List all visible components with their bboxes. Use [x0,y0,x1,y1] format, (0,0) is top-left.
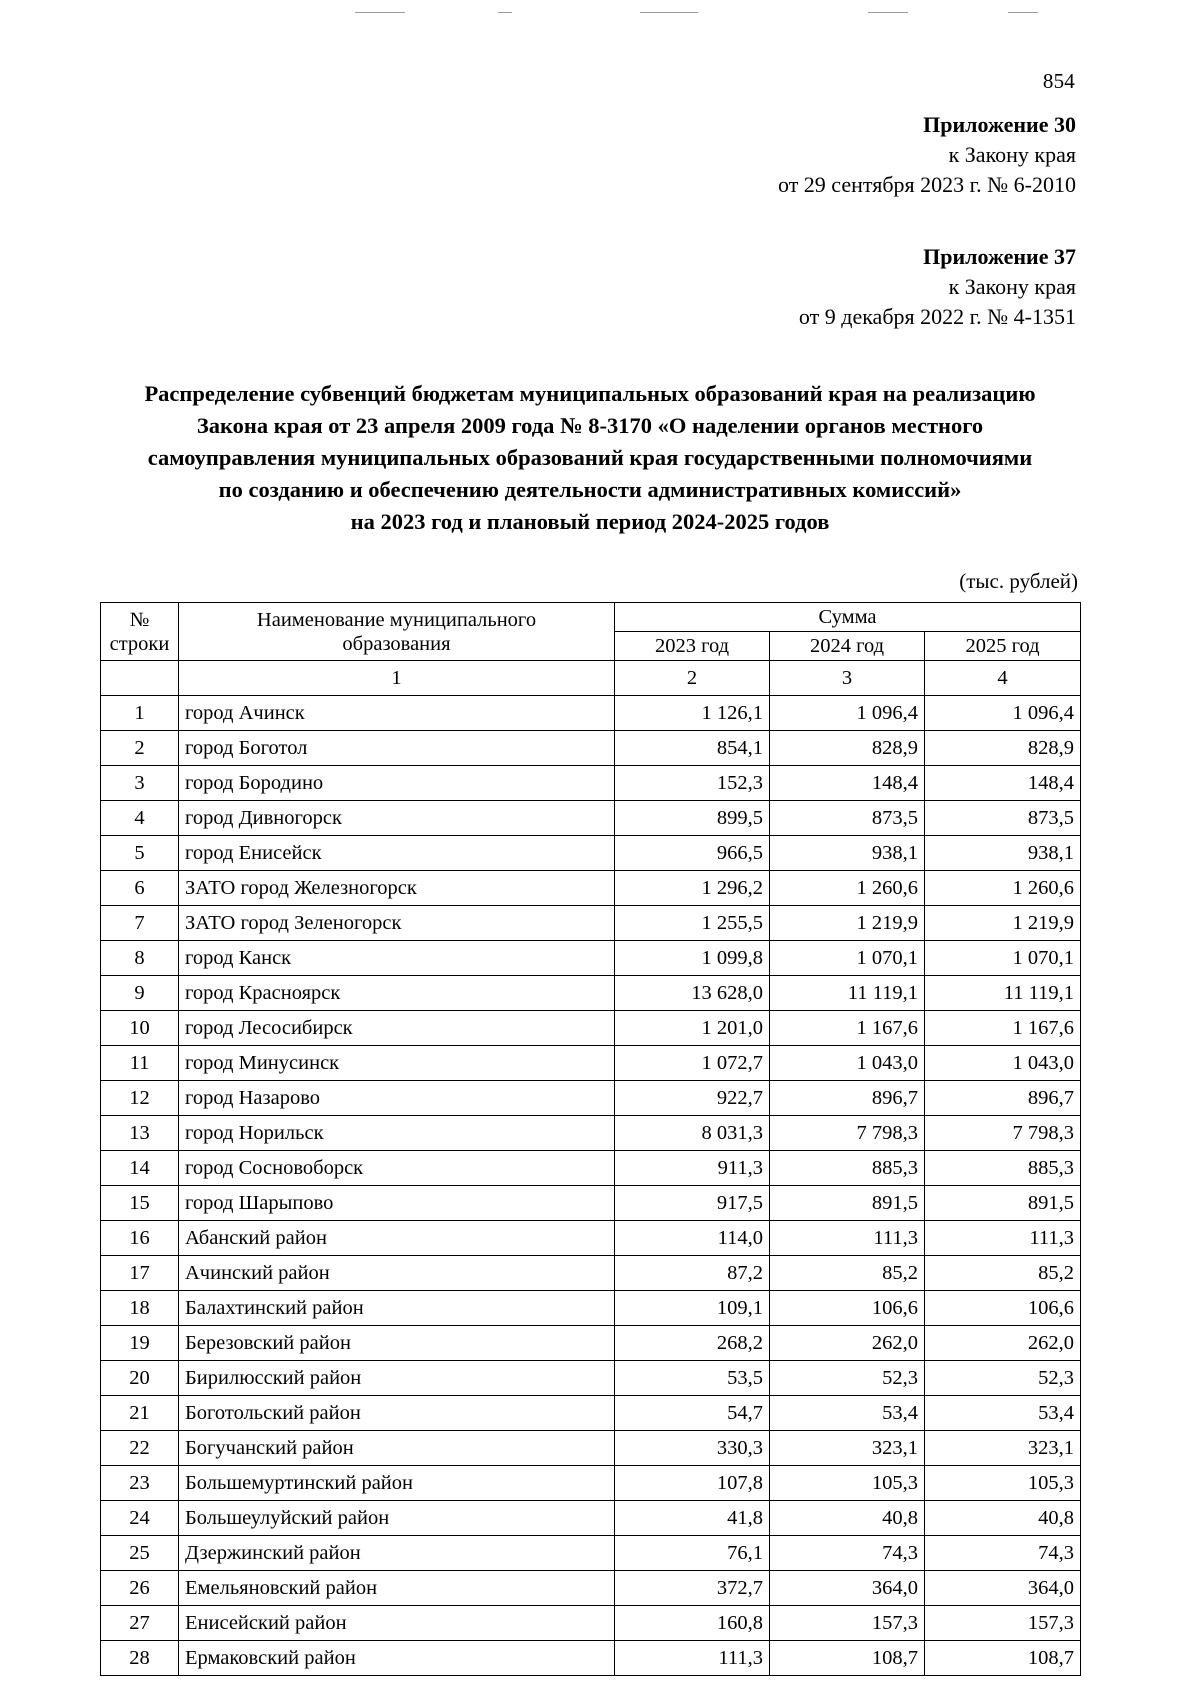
municipality-name: город Енисейск [179,836,615,871]
municipality-name: город Канск [179,941,615,976]
document-title-line-1: Распределение субвенций бюджетам муниципальных образований края на реализацию [144,381,1036,406]
municipality-name: ЗАТО город Зеленогорск [179,906,615,941]
value-2025: 938,1 [925,836,1081,871]
municipality-name: город Лесосибирск [179,1011,615,1046]
value-2023: 109,1 [615,1291,770,1326]
value-2025: 157,3 [925,1606,1081,1641]
appendix-reference-secondary [100,242,1080,332]
value-2023: 53,5 [615,1361,770,1396]
header-row-number-top: № [129,608,150,631]
value-2023: 76,1 [615,1536,770,1571]
table-row [101,871,1081,906]
value-2024: 105,3 [770,1466,925,1501]
value-2024: 828,9 [770,731,925,766]
value-2025: 1 070,1 [925,941,1081,976]
table-row [101,696,1081,731]
value-2023: 114,0 [615,1221,770,1256]
table-row [101,906,1081,941]
table-row [101,1046,1081,1081]
row-number: 6 [101,871,179,906]
table-row [101,1186,1081,1221]
row-number: 20 [101,1361,179,1396]
value-2023: 911,3 [615,1151,770,1186]
row-number: 26 [101,1571,179,1606]
value-2024: 323,1 [770,1431,925,1466]
header-municipality-name-top: Наименование муниципального [256,608,537,631]
value-2023: 899,5 [615,801,770,836]
value-2025: 85,2 [925,1256,1081,1291]
value-2025: 323,1 [925,1431,1081,1466]
municipality-name: Большеулуйский район [179,1501,615,1536]
municipality-name: Енисейский район [179,1606,615,1641]
value-2024: 111,3 [770,1221,925,1256]
value-2023: 87,2 [615,1256,770,1291]
row-number: 10 [101,1011,179,1046]
document-title-line-3: самоуправления муниципальных образований края государственными полномочиями [147,445,1033,470]
document-title [100,378,1080,538]
value-2023: 330,3 [615,1431,770,1466]
value-2025: 108,7 [925,1641,1081,1676]
table-header-row-column-numbers [101,661,1081,696]
municipality-name: Абанский район [179,1221,615,1256]
value-2023: 41,8 [615,1501,770,1536]
row-number: 23 [101,1466,179,1501]
header-year-2023: 2023 год [615,632,770,661]
row-number: 21 [101,1396,179,1431]
value-2025: 828,9 [925,731,1081,766]
value-2024: 157,3 [770,1606,925,1641]
row-number: 15 [101,1186,179,1221]
value-2024: 148,4 [770,766,925,801]
value-2024: 873,5 [770,801,925,836]
row-number: 25 [101,1536,179,1571]
municipality-name: Балахтинский район [179,1291,615,1326]
header-row-number-bottom: строки [109,632,170,655]
municipality-name: город Шарыпово [179,1186,615,1221]
row-number: 24 [101,1501,179,1536]
value-2025: 52,3 [925,1361,1081,1396]
table-body [101,696,1081,1676]
municipality-name: Боготольский район [179,1396,615,1431]
table-row [101,1291,1081,1326]
table-row [101,1431,1081,1466]
page-content [100,0,1080,1676]
table-row [101,1326,1081,1361]
table-row [101,1256,1081,1291]
value-2024: 938,1 [770,836,925,871]
row-number: 3 [101,766,179,801]
table-row [101,1466,1081,1501]
value-2025: 111,3 [925,1221,1081,1256]
value-2025: 1 043,0 [925,1046,1081,1081]
value-2023: 854,1 [615,731,770,766]
units-note: (тыс. рублей) [959,569,1078,593]
document-title-line-2: Закона края от 23 апреля 2009 года № 8-3170 «О наделении органов местного [196,413,984,438]
header-year-2025: 2025 год [925,632,1081,661]
value-2024: 1 043,0 [770,1046,925,1081]
value-2023: 966,5 [615,836,770,871]
appendix-30-law-date: от 29 сентября 2023 г. № 6-2010 [777,172,1076,197]
table-row [101,1641,1081,1676]
municipality-name: город Боготол [179,731,615,766]
header-year-2024: 2024 год [770,632,925,661]
value-2023: 107,8 [615,1466,770,1501]
row-number: 13 [101,1116,179,1151]
value-2024: 1 096,4 [770,696,925,731]
value-2024: 85,2 [770,1256,925,1291]
value-2023: 917,5 [615,1186,770,1221]
column-number-4: 4 [925,661,1081,696]
municipality-name: город Минусинск [179,1046,615,1081]
value-2025: 11 119,1 [925,976,1081,1011]
value-2024: 885,3 [770,1151,925,1186]
value-2024: 1 167,6 [770,1011,925,1046]
table-row [101,1571,1081,1606]
table-row [101,801,1081,836]
header-sum-group: Сумма [615,603,1081,632]
value-2025: 891,5 [925,1186,1081,1221]
row-number: 17 [101,1256,179,1291]
value-2024: 262,0 [770,1326,925,1361]
value-2024: 891,5 [770,1186,925,1221]
value-2024: 106,6 [770,1291,925,1326]
table-row [101,1151,1081,1186]
appendix-37-law-line: к Закону края [948,274,1076,299]
value-2023: 372,7 [615,1571,770,1606]
table-row [101,1536,1081,1571]
table-row [101,1501,1081,1536]
value-2024: 11 119,1 [770,976,925,1011]
table-row [101,731,1081,766]
value-2025: 148,4 [925,766,1081,801]
row-number: 12 [101,1081,179,1116]
value-2025: 1 096,4 [925,696,1081,731]
value-2025: 1 219,9 [925,906,1081,941]
value-2025: 106,6 [925,1291,1081,1326]
table-row [101,976,1081,1011]
value-2025: 105,3 [925,1466,1081,1501]
value-2024: 896,7 [770,1081,925,1116]
header-municipality-name [179,603,615,661]
municipality-name: Ермаковский район [179,1641,615,1676]
value-2025: 262,0 [925,1326,1081,1361]
table-row [101,1361,1081,1396]
value-2023: 268,2 [615,1326,770,1361]
municipality-name: город Ачинск [179,696,615,731]
row-number: 14 [101,1151,179,1186]
value-2023: 1 072,7 [615,1046,770,1081]
municipality-name: Емельяновский район [179,1571,615,1606]
municipality-name: Ачинский район [179,1256,615,1291]
value-2025: 1 260,6 [925,871,1081,906]
municipality-name: Березовский район [179,1326,615,1361]
appendix-30-law-line: к Закону края [948,142,1076,167]
value-2024: 1 260,6 [770,871,925,906]
value-2023: 1 126,1 [615,696,770,731]
value-2023: 1 201,0 [615,1011,770,1046]
value-2025: 74,3 [925,1536,1081,1571]
value-2023: 1 296,2 [615,871,770,906]
appendix-37-law-date: от 9 декабря 2022 г. № 4-1351 [798,304,1076,329]
table-row [101,1081,1081,1116]
column-number-blank [101,661,179,696]
value-2025: 885,3 [925,1151,1081,1186]
table-row [101,1606,1081,1641]
value-2024: 74,3 [770,1536,925,1571]
municipality-name: город Дивногорск [179,801,615,836]
document-title-line-5: на 2023 год и плановый период 2024-2025 годов [350,509,830,534]
municipality-name: Бирилюсский район [179,1361,615,1396]
row-number: 11 [101,1046,179,1081]
value-2024: 52,3 [770,1361,925,1396]
table-row [101,766,1081,801]
value-2024: 7 798,3 [770,1116,925,1151]
row-number: 18 [101,1291,179,1326]
value-2024: 364,0 [770,1571,925,1606]
row-number: 27 [101,1606,179,1641]
table-row [101,1011,1081,1046]
row-number: 16 [101,1221,179,1256]
value-2024: 40,8 [770,1501,925,1536]
municipality-name: город Назарово [179,1081,615,1116]
value-2023: 160,8 [615,1606,770,1641]
municipality-name: город Бородино [179,766,615,801]
row-number: 9 [101,976,179,1011]
header-row-number [101,603,179,661]
municipality-name: Богучанский район [179,1431,615,1466]
row-number: 28 [101,1641,179,1676]
municipality-name: город Норильск [179,1116,615,1151]
document-title-line-4: по созданию и обеспечению деятельности административных комиссий» [218,477,962,502]
value-2025: 896,7 [925,1081,1081,1116]
row-number: 19 [101,1326,179,1361]
municipality-name: город Красноярск [179,976,615,1011]
row-number: 7 [101,906,179,941]
municipality-name: город Сосновоборск [179,1151,615,1186]
value-2023: 54,7 [615,1396,770,1431]
header-municipality-name-bottom: образования [342,632,451,655]
value-2025: 364,0 [925,1571,1081,1606]
column-number-1: 1 [179,661,615,696]
value-2023: 922,7 [615,1081,770,1116]
value-2024: 1 219,9 [770,906,925,941]
municipality-name: Дзержинский район [179,1536,615,1571]
value-2024: 53,4 [770,1396,925,1431]
table-head [101,603,1081,696]
subvention-distribution-table [100,602,1081,1676]
value-2023: 111,3 [615,1641,770,1676]
value-2023: 1 099,8 [615,941,770,976]
municipality-name: ЗАТО город Железногорск [179,871,615,906]
value-2023: 1 255,5 [615,906,770,941]
appendix-30-title: Приложение 30 [923,112,1076,137]
value-2025: 40,8 [925,1501,1081,1536]
value-2023: 13 628,0 [615,976,770,1011]
appendix-reference-primary [100,110,1080,200]
table-row [101,1396,1081,1431]
page-number: 854 [1042,69,1075,93]
column-number-3: 3 [770,661,925,696]
row-number: 1 [101,696,179,731]
value-2024: 108,7 [770,1641,925,1676]
row-number: 5 [101,836,179,871]
row-number: 4 [101,801,179,836]
column-number-2: 2 [615,661,770,696]
value-2025: 873,5 [925,801,1081,836]
row-number: 2 [101,731,179,766]
appendix-37-title: Приложение 37 [923,244,1076,269]
row-number: 8 [101,941,179,976]
table-header-row-main [101,603,1081,632]
value-2023: 152,3 [615,766,770,801]
table-row [101,1221,1081,1256]
municipality-name: Большемуртинский район [179,1466,615,1501]
row-number: 22 [101,1431,179,1466]
table-row [101,1116,1081,1151]
value-2025: 53,4 [925,1396,1081,1431]
table-row [101,836,1081,871]
value-2024: 1 070,1 [770,941,925,976]
value-2025: 7 798,3 [925,1116,1081,1151]
value-2023: 8 031,3 [615,1116,770,1151]
table-row [101,941,1081,976]
value-2025: 1 167,6 [925,1011,1081,1046]
